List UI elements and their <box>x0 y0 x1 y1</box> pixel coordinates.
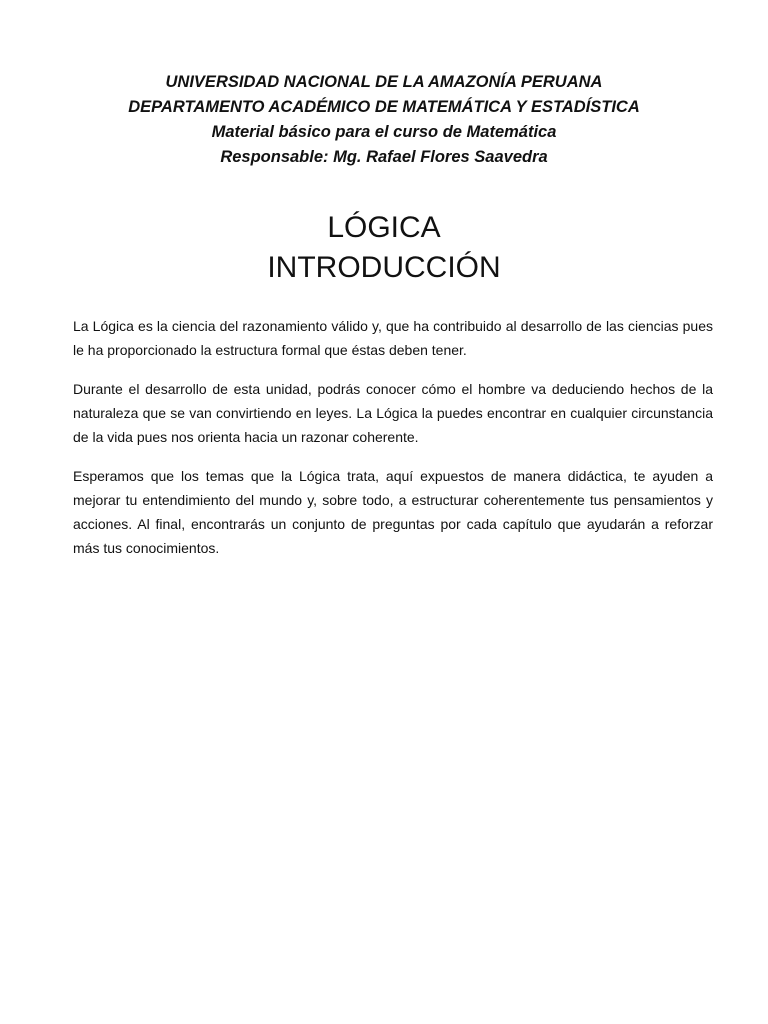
paragraph-1: La Lógica es la ciencia del razonamiento válido y, que ha contribuido al desarrollo de las ciencias pues le ha proporcionado la estructura formal que éstas deben tener. <box>73 318 713 358</box>
paragraph-2: Durante el desarrollo de esta unidad, podrás conocer cómo el hombre va deduciendo hechos de la naturaleza que se van convirtiendo en leyes. La Lógica la puedes encontrar en cualquier circunstancia de la vida pues nos orienta hacia un razonar coherente. <box>73 381 713 445</box>
title-introduccion: INTRODUCCIÓN <box>267 251 501 284</box>
paragraph-3: Esperamos que los temas que la Lógica trata, aquí expuestos de manera didáctica, te ayuden a mejorar tu entendimiento del mundo y, sobre todo, a estructurar coherentemente tus pensamientos y acciones. Al final, encontrarás un conjunto de preguntas por cada capítulo que ayudarán a reforzar más tus conocimientos. <box>73 468 713 556</box>
document-title <box>40 208 728 288</box>
responsible-author: Responsable: Mg. Rafael Flores Saavedra <box>220 148 548 166</box>
course-material: Material básico para el curso de Matemática <box>211 123 557 141</box>
document-header <box>40 70 728 170</box>
university-name: UNIVERSIDAD NACIONAL DE LA AMAZONÍA PERUANA <box>165 73 603 91</box>
department-name: DEPARTAMENTO ACADÉMICO DE MATEMÁTICA Y ESTADÍSTICA <box>128 98 640 116</box>
body-text <box>73 314 713 575</box>
title-logica: LÓGICA <box>327 211 441 244</box>
